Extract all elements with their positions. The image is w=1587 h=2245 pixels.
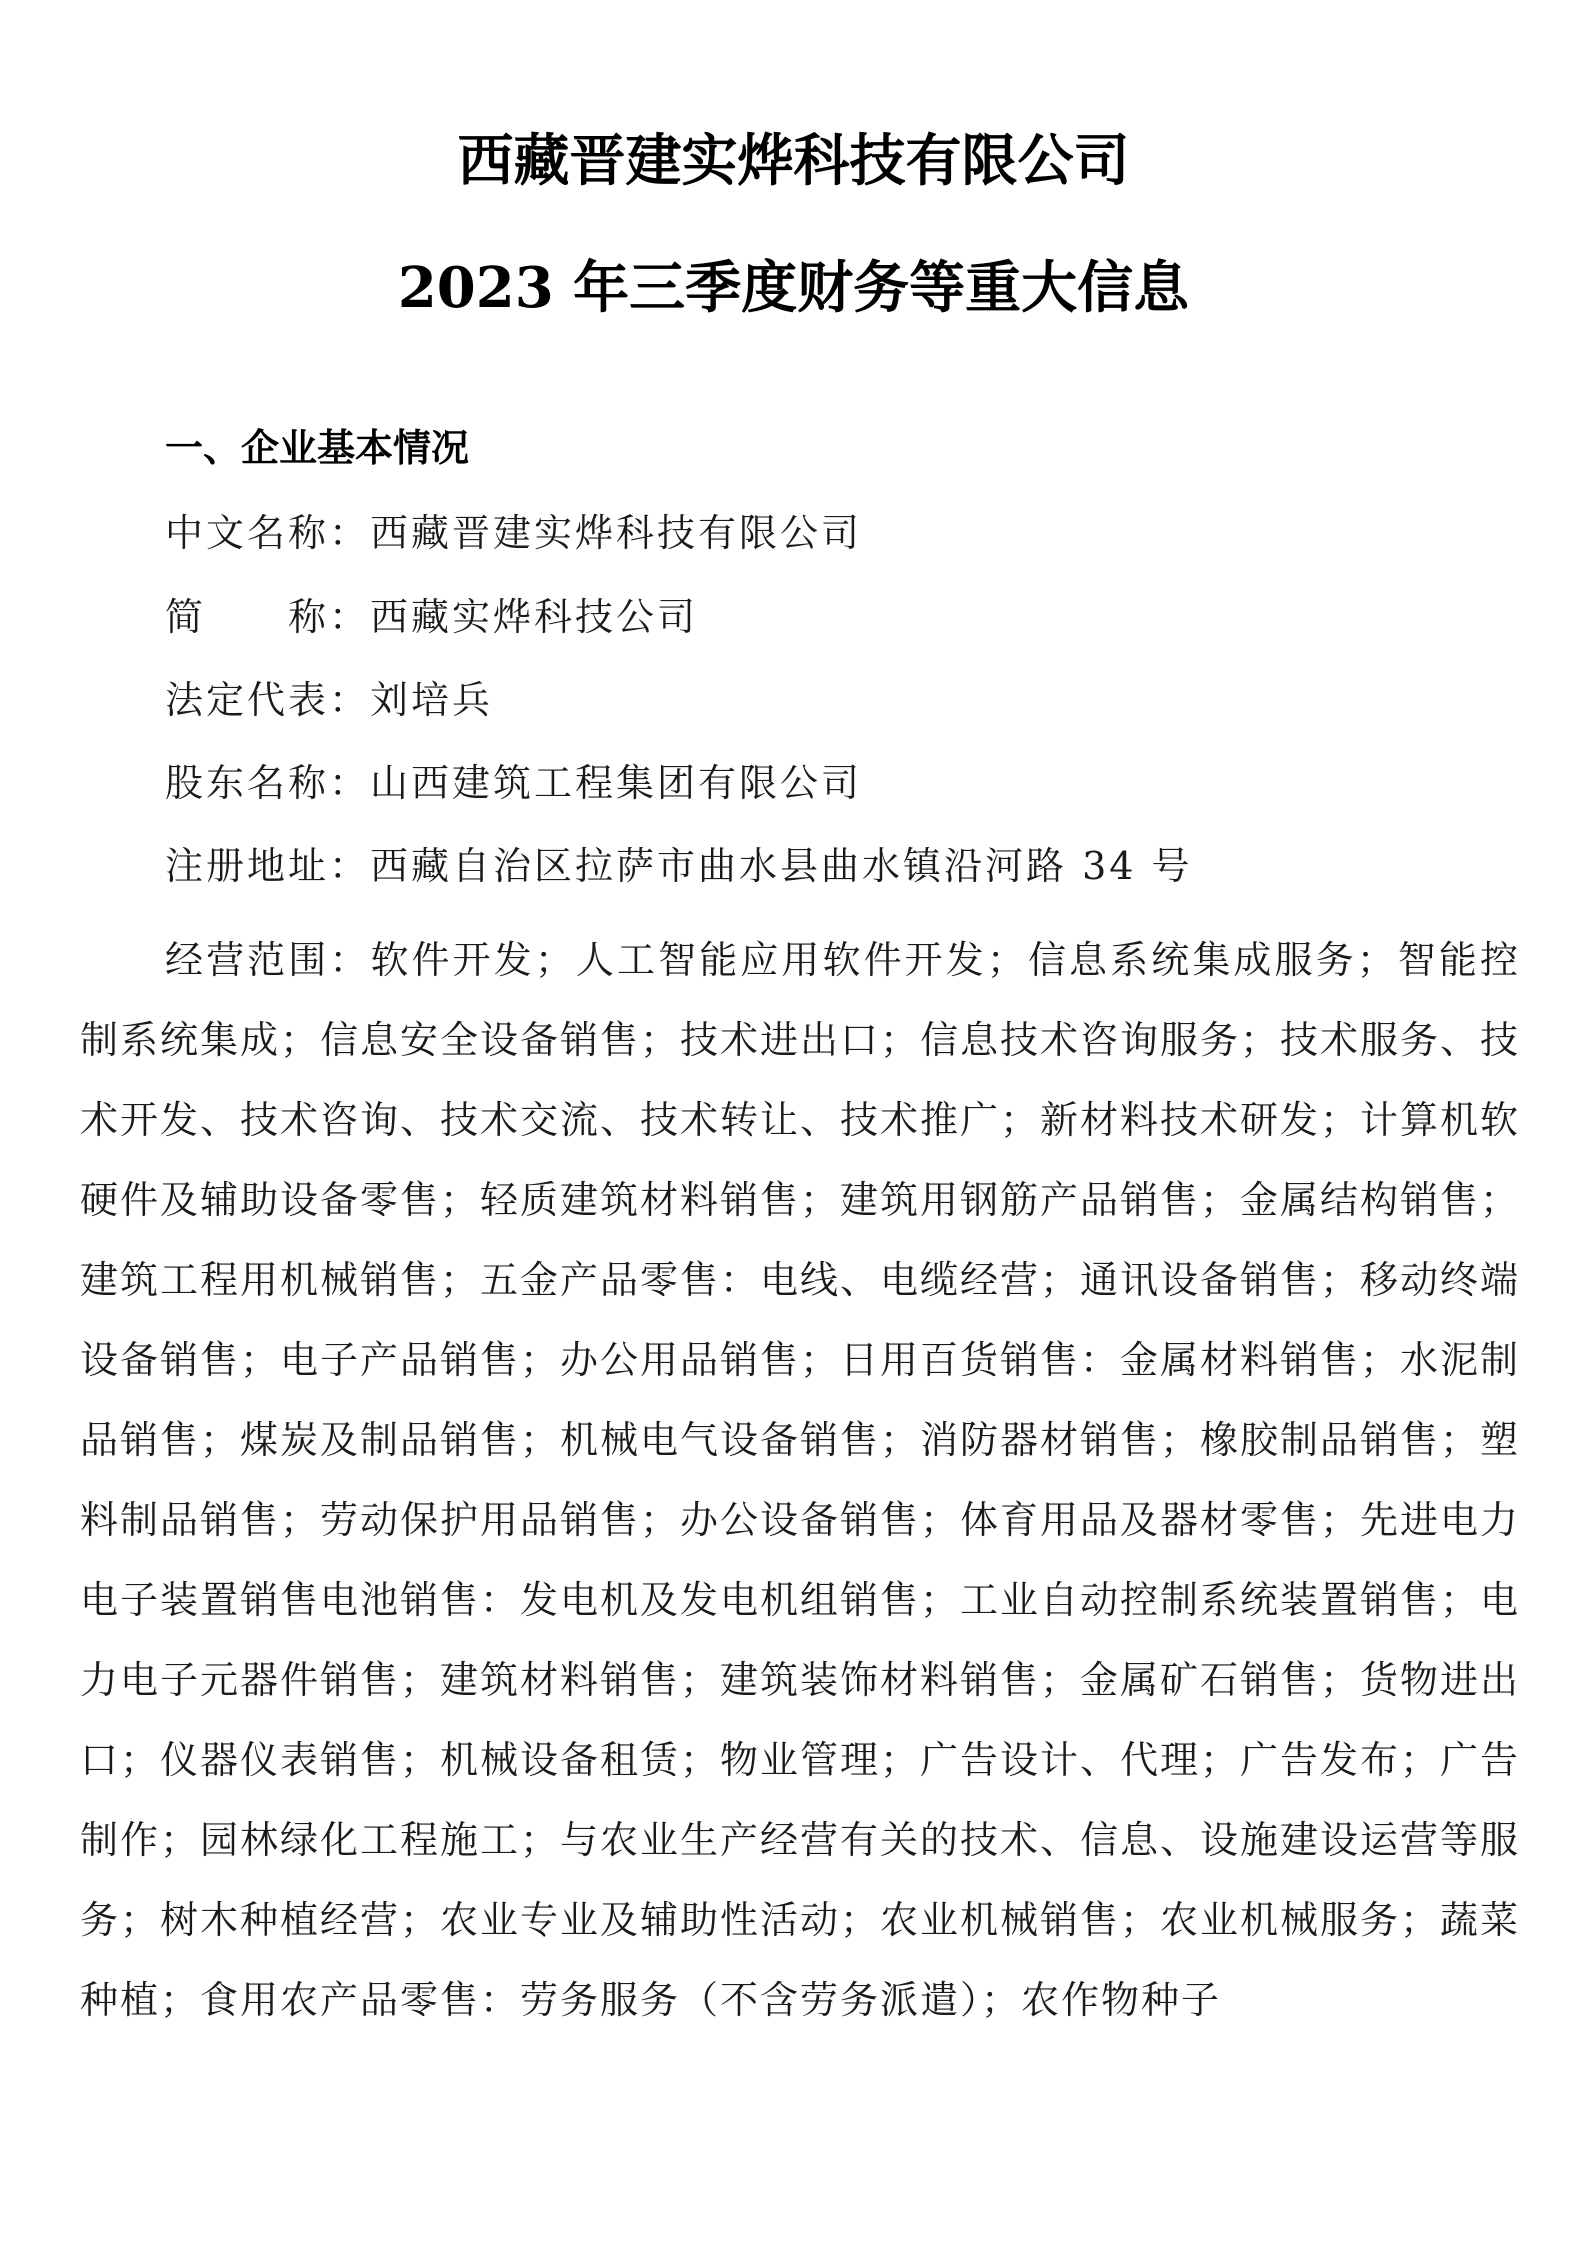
document-title-line2: 2023 年三季度财务等重大信息 [397, 255, 1190, 321]
legal-rep-value: 刘培兵 [370, 678, 494, 722]
shareholder-value: 山西建筑工程集团有限公司 [370, 761, 863, 805]
info-row-chinese-name [165, 503, 1525, 563]
business-scope-text: 软件开发；人工智能应用软件开发；信息系统集成服务；智能控制系统集成；信息安全设备销售；技术进出口；信息技术咨询服务；技术服务、技术开发、技术咨询、技术交流、技术转让、技术推广；新材料技术研发；计算机软硬件及辅助设备零售；轻质建筑材料销售；建筑用钢筋产品销售；金属结构销售；建筑工程用机械销售；五金产品零售：电线、电缆经营；通讯设备销售；移动终端设备销售；电子产品销售；办公用品销售；日用百货销售：金属材料销售；水泥制品销售；煤炭及制品销售；机械电气设备销售；消防器材销售；橡胶制品销售；塑料制品销售；劳动保护用品销售；办公设备销售；体育用品及器材零售；先进电力电子装置销售电池销售：发电机及发电机组销售；工业自动控制系统装置销售；电力电子元器件销售；建筑材料销售；建筑装饰材料销售；金属矿石销售；货物进出口；仪器仪表销售；机械设备租赁；物业管理；广告设计、代理；广告发布；广告制作；园林绿化工程施工；与农业生产经营有关的技术、信息、设施建设运营等服务；树木种植经营；农业专业及辅助性活动；农业机械销售；农业机械服务；蔬菜种植；食用农产品零售：劳务服务（不含劳务派遣）；农作物种子 [80, 938, 1520, 2022]
address-label: 注册地址： [165, 844, 371, 888]
info-row-shareholder [165, 753, 1525, 813]
short-name-label: 简 称： [165, 595, 371, 639]
legal-rep-label: 法定代表： [165, 678, 371, 722]
business-scope-label: 经营范围： [165, 938, 371, 982]
chinese-name-value: 西藏晋建实烨科技有限公司 [370, 511, 863, 555]
short-name-value: 西藏实烨科技公司 [370, 595, 699, 639]
info-row-legal-representative [165, 670, 1525, 730]
address-value: 西藏自治区拉萨市曲水县曲水镇沿河路 34 号 [370, 844, 1193, 888]
shareholder-label: 股东名称： [165, 761, 371, 805]
section-heading-basic-info: 一、企业基本情况 [165, 426, 470, 470]
info-row-registered-address [165, 836, 1525, 896]
document-title-line1: 西藏晋建实烨科技有限公司 [457, 128, 1130, 194]
chinese-name-label: 中文名称： [165, 511, 371, 555]
info-row-short-name [165, 587, 1525, 647]
business-scope-paragraph [80, 920, 1520, 2040]
